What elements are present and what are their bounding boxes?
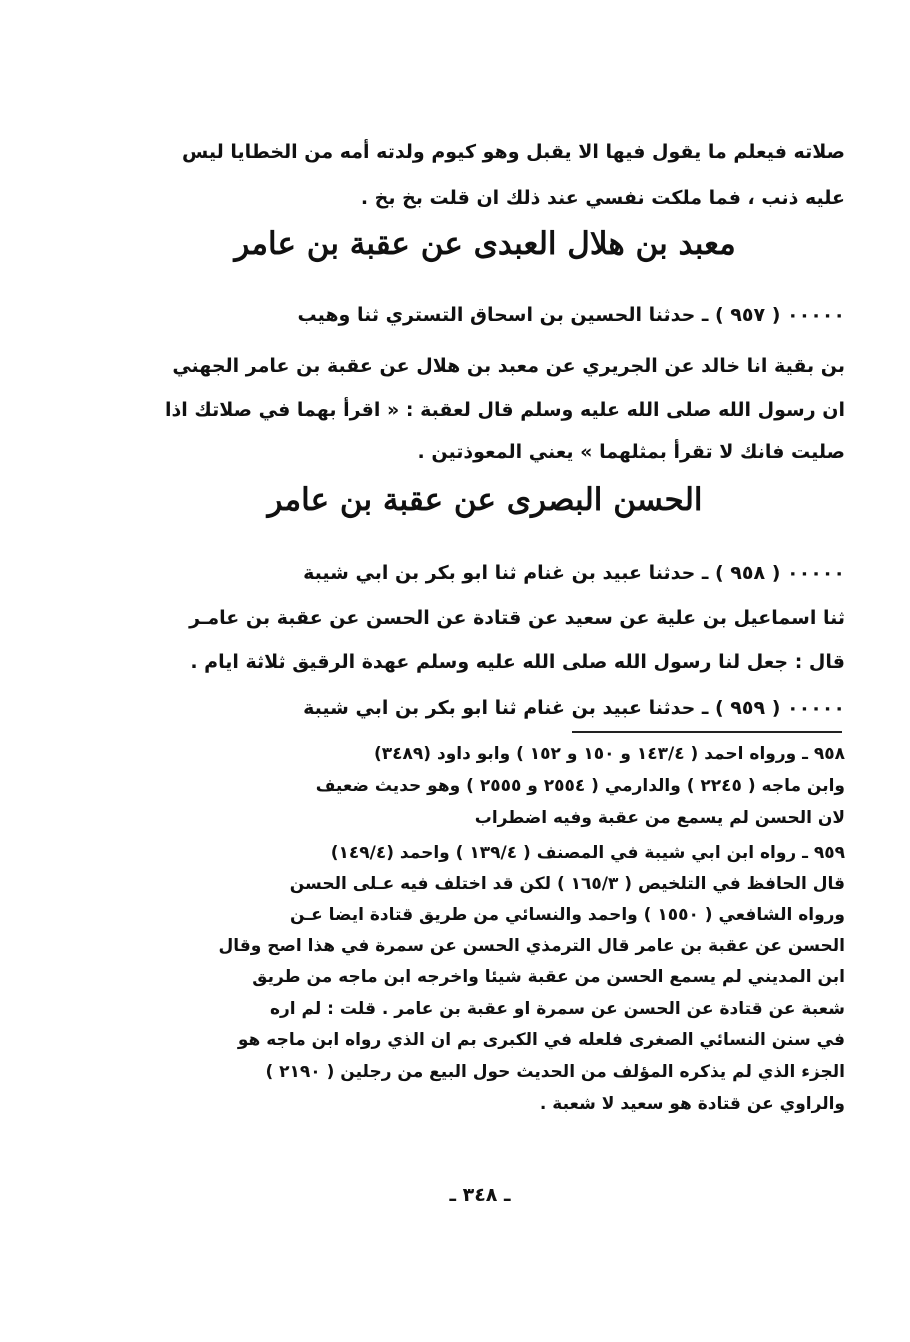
section-heading-hasan: الحسن البصرى عن عقبة بن عامر <box>267 482 703 518</box>
hadith-957-line: ٠٠٠٠٠ ( ٩٥٧ ) ـ حدثنا الحسين بن اسحاق التستري ثنا وهيب <box>297 304 845 326</box>
hadith-957-line: ان رسول الله صلى الله عليه وسلم قال لعقبة : « اقرأ بهما في صلاتك اذا <box>165 399 845 421</box>
hadith-957-line: بن بقية انا خالد عن الجريري عن معبد بن هلال عن عقبة بن عامر الجهني <box>172 355 845 377</box>
footnote-line: قال الحافظ في التلخيص ( ١٦٥/٣ ) لكن قد اختلف فيه عـلى الحسن <box>289 874 845 894</box>
footnote-line: شعبة عن قتادة عن الحسن عن سمرة او عقبة بن عامر . قلت : لم اره <box>269 999 845 1019</box>
footnote-line: الحسن عن عقبة بن عامر قال الترمذي الحسن عن سمرة في هذا اصح وقال <box>218 936 845 956</box>
footnote-line: لان الحسن لم يسمع من عقبة وفيه اضطراب <box>474 808 845 828</box>
footnote-line: في سنن النسائي الصغرى فلعله في الكبرى بم ان الذي رواه ابن ماجه هو <box>237 1030 845 1050</box>
hadith-958-line: ٠٠٠٠٠ ( ٩٥٨ ) ـ حدثنا عبيد بن غنام ثنا ابو بكر بن ابي شيبة <box>303 562 845 584</box>
footnote-line: وابن ماجه ( ٢٢٤٥ ) والدارمي ( ٢٥٥٤ و ٢٥٥٥ ) وهو حديث ضعيف <box>315 776 845 796</box>
hadith-959-line: ٠٠٠٠٠ ( ٩٥٩ ) ـ حدثنا عبيد بن غنام ثنا ابو بكر بن ابي شيبة <box>303 697 845 719</box>
hadith-958-line: ثنا اسماعيل بن علية عن سعيد عن قتادة عن الحسن عن عقبة بن عامـر <box>189 607 845 629</box>
footnote-line: والراوي عن قتادة هو سعيد لا شعبة . <box>539 1094 845 1114</box>
footnote-line: ٩٥٨ ـ ورواه احمد ( ١٤٣/٤ و ١٥٠ و ١٥٢ ) وابو داود (٣٤٨٩) <box>373 744 845 764</box>
section-heading-mabad: معبد بن هلال العبدى عن عقبة بن عامر <box>234 226 736 262</box>
footnote-line: ٩٥٩ ـ رواه ابن ابي شيبة في المصنف ( ١٣٩/٤ ) واحمد (١٤٩/٤) <box>330 843 845 863</box>
intro-line: عليه ذنب ، فما ملكت نفسي عند ذلك ان قلت بخ بخ . <box>360 187 845 209</box>
intro-line: صلاته فيعلم ما يقول فيها الا يقبل وهو كيوم ولدته أمه من الخطايا ليس <box>182 141 845 163</box>
footnote-line: ورواه الشافعي ( ١٥٥٠ ) واحمد والنسائي من طريق قتادة ايضا عـن <box>289 905 845 925</box>
hadith-958-line: قال : جعل لنا رسول الله صلى الله عليه وسلم عهدة الرقيق ثلاثة ايام . <box>190 651 845 673</box>
footnote-separator <box>572 731 842 733</box>
page-number: ـ ٣٤٨ ـ <box>449 1184 511 1206</box>
footnote-line: ابن المديني لم يسمع الحسن من عقبة شيئا واخرجه ابن ماجه من طريق <box>252 967 845 987</box>
hadith-957-line: صليت فانك لا تقرأ بمثلهما » يعني المعوذتين . <box>417 441 845 463</box>
footnote-line: الجزء الذي لم يذكره المؤلف من الحديث حول البيع من رجلين ( ٢١٩٠ ) <box>265 1062 845 1082</box>
